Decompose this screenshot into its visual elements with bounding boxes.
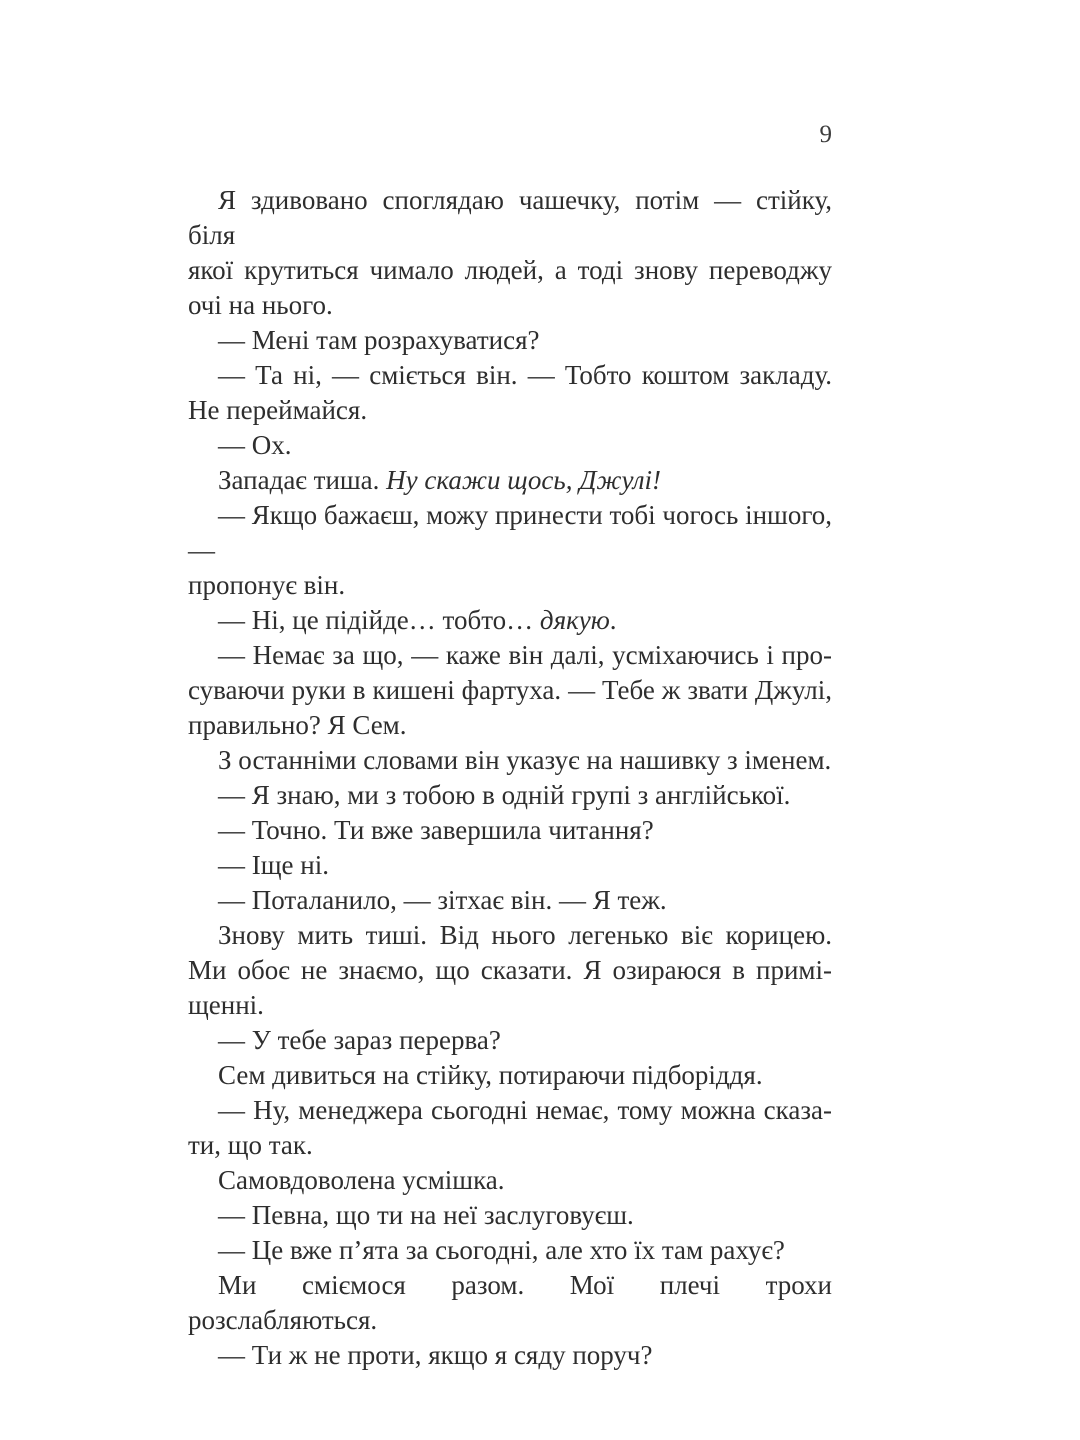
paragraph [188, 498, 832, 603]
paragraph [188, 603, 832, 638]
paragraph [188, 1093, 832, 1163]
body-text: якої крутиться чимало людей, а тоді знову переводжу [188, 255, 832, 285]
body-text: Ми обоє не знаємо, що сказати. Я озираюся в примі- [188, 955, 832, 985]
paragraph [188, 778, 832, 813]
body-text: щенні. [188, 990, 264, 1020]
body-text: — Ох. [218, 430, 292, 460]
body-text: — Мені там розрахуватися? [218, 325, 540, 355]
text-line [188, 603, 832, 638]
text-line [188, 778, 832, 813]
page-number: 9 [819, 121, 832, 148]
text-line [188, 743, 832, 778]
text-line [188, 1268, 832, 1338]
paragraph [188, 848, 832, 883]
text-line [188, 883, 832, 918]
text-line [188, 1023, 832, 1058]
paragraph [188, 1058, 832, 1093]
text-line [188, 498, 832, 568]
text-line [188, 1128, 832, 1163]
text-line [188, 1338, 832, 1373]
page-text [188, 183, 832, 1373]
text-line [188, 1058, 832, 1093]
body-text: — Якщо бажаєш, можу принести тобі чогось іншого, — [188, 500, 832, 565]
body-text: — Точно. Ти вже завершила читання? [218, 815, 654, 845]
text-line [188, 813, 832, 848]
text-line [188, 953, 832, 988]
body-text: Сем дивиться на стійку, потираючи підборіддя. [218, 1060, 763, 1090]
body-text: — Це вже п’ята за сьогодні, але хто їх там рахує? [218, 1235, 785, 1265]
paragraph [188, 1338, 832, 1373]
text-line [188, 988, 832, 1023]
body-text: — У тебе зараз перерва? [218, 1025, 501, 1055]
paragraph [188, 1198, 832, 1233]
text-line [188, 638, 832, 673]
text-line [188, 1198, 832, 1233]
text-line [188, 708, 832, 743]
paragraph [188, 323, 832, 358]
body-text: — Я знаю, ми з тобою в одній групі з англійської. [218, 780, 791, 810]
paragraph [188, 1233, 832, 1268]
body-text: Ми сміємося разом. Мої плечі трохи розслабляються. [188, 1270, 832, 1335]
body-text: суваючи руки в кишені фартуха. — Тебе ж звати Джулі, [188, 675, 832, 705]
paragraph [188, 813, 832, 848]
body-text: Знову мить тиші. Від нього легенько віє корицею. [218, 920, 832, 950]
paragraph [188, 1268, 832, 1338]
paragraph [188, 883, 832, 918]
body-text: ти, що так. [188, 1130, 313, 1160]
italic-text: дякую [539, 605, 610, 635]
text-line [188, 673, 832, 708]
body-text: пропонує він. [188, 570, 346, 600]
paragraph [188, 463, 832, 498]
body-text: — Ти ж не проти, якщо я сяду поруч? [218, 1340, 653, 1370]
body-text: — Іще ні. [218, 850, 329, 880]
text-line [188, 253, 832, 288]
paragraph [188, 638, 832, 743]
body-text: — Поталанило, — зітхає він. — Я теж. [218, 885, 667, 915]
body-text: Не переймайся. [188, 395, 368, 425]
italic-text: Ну скажи щось, Джулі! [386, 465, 662, 495]
text-line [188, 568, 832, 603]
body-text: З останніми словами він указує на нашивку з іменем. [218, 745, 832, 775]
body-text: очі на нього. [188, 290, 333, 320]
text-line [188, 323, 832, 358]
body-text: . [609, 605, 617, 635]
text-line [188, 1233, 832, 1268]
body-text: — Та ні, — сміється він. — Тобто коштом закладу. [218, 360, 832, 390]
paragraph [188, 918, 832, 1023]
text-line [188, 848, 832, 883]
text-line [188, 428, 832, 463]
body-text: — Ні, це підійде… тобто… [218, 605, 540, 635]
body-text: — Певна, що ти на неї заслуговуєш. [218, 1200, 634, 1230]
paragraph [188, 428, 832, 463]
body-text: — Немає за що, — каже він далі, усміхаючись і про- [218, 640, 832, 670]
text-line [188, 288, 832, 323]
text-line [188, 463, 832, 498]
text-line [188, 393, 832, 428]
text-line [188, 1093, 832, 1128]
paragraph [188, 183, 832, 323]
body-text: — Ну, менеджера сьогодні немає, тому можна сказа- [218, 1095, 832, 1125]
body-text: Я здивовано споглядаю чашечку, потім — стійку, біля [188, 185, 832, 250]
text-line [188, 918, 832, 953]
text-line [188, 1163, 832, 1198]
paragraph [188, 1163, 832, 1198]
body-text: правильно? Я Сем. [188, 710, 407, 740]
body-text: Западає тиша. [218, 465, 387, 495]
body-text: Самовдоволена усмішка. [218, 1165, 505, 1195]
paragraph [188, 358, 832, 428]
paragraph [188, 1023, 832, 1058]
text-line [188, 183, 832, 253]
paragraph [188, 743, 832, 778]
text-line [188, 358, 832, 393]
